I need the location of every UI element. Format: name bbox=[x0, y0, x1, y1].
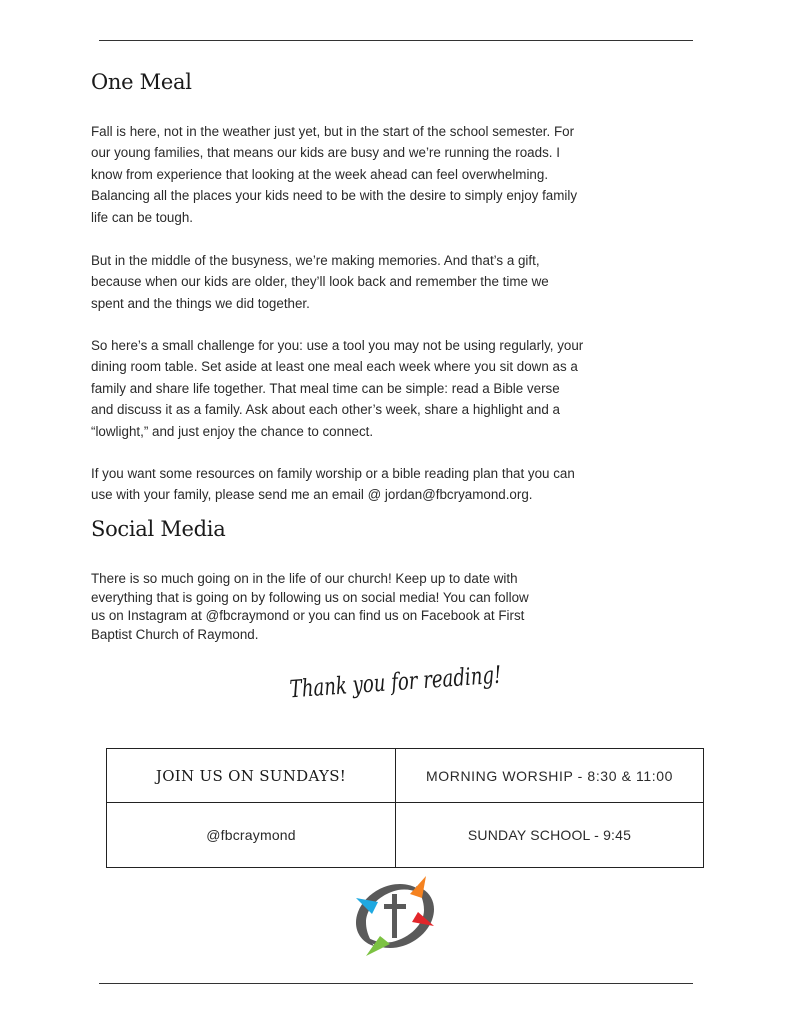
top-divider bbox=[99, 40, 693, 41]
morning-worship-cell: MORNING WORSHIP - 8:30 & 11:00 bbox=[396, 749, 703, 803]
join-us-cell: JOIN US ON SUNDAYS! bbox=[107, 749, 396, 803]
one-meal-paragraph-3: So here’s a small challenge for you: use a tool you may not be using regularly, your dining room table. Set aside at least one meal each week where you sit down as a family and share life together. That meal time can be simple: read a Bible verse and discuss it as a family. Ask about each other’s week, share a highlight and a “lowlight,” and just enjoy the chance to connect. bbox=[91, 338, 584, 439]
service-info-table bbox=[106, 748, 704, 868]
thank-you-signature-script bbox=[286, 650, 571, 720]
social-media-heading: Social Media bbox=[91, 517, 226, 541]
one-meal-heading: One Meal bbox=[91, 70, 192, 94]
signature-text: Thank you for reading! bbox=[288, 655, 571, 704]
sunday-school-cell: SUNDAY SCHOOL - 9:45 bbox=[467, 827, 632, 843]
thank-you-signature bbox=[286, 650, 571, 720]
one-meal-paragraph-1: Fall is here, not in the weather just yet, but in the start of the school semester. For our young families, that means our kids are busy and we’re running the roads. I know from experience that looking at the week ahead can feel overwhelming. Balancing all the places your kids need to be with the desire to simply enjoy family life can be tough. bbox=[91, 124, 578, 225]
one-meal-paragraph-2: But in the middle of the busyness, we’re making memories. And that’s a gift, because when our kids are older, they’ll look back and remember the time we spent and the things we did together. bbox=[91, 253, 549, 311]
social-handle-cell: @fbcraymond bbox=[107, 803, 396, 867]
social-media-paragraph: There is so much going on in the life of our church! Keep up to date with everything that is going on by following us on social media! You can follow us on Instagram at @fbcraymond or you can find us on Facebook at First Baptist Church of Raymond. bbox=[91, 571, 529, 642]
church-logo-icon bbox=[352, 874, 438, 958]
bottom-divider bbox=[99, 983, 693, 984]
one-meal-paragraph-4: If you want some resources on family worship or a bible reading plan that you can use with your family, please send me an email @ jordan@fbcryamond.org. bbox=[91, 466, 575, 503]
